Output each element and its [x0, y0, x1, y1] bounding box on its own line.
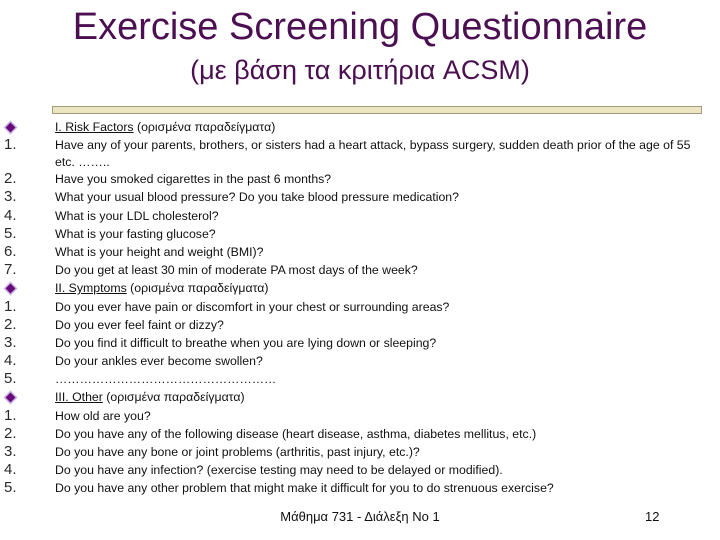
item-number: 3. [4, 188, 17, 206]
item-number: 5. [4, 479, 17, 497]
item-number: 7. [4, 261, 17, 279]
section-header-symptoms [0, 279, 720, 297]
item-text: Do you ever have pain or discomfort in your chest or surrounding areas? [55, 299, 450, 314]
item-text: Do you have any infection? (exercise testing may need to be delayed or modified). [55, 463, 503, 478]
item-number: 2. [4, 170, 17, 188]
diamond-bullet-icon [4, 118, 44, 136]
section-heading: II. Symptoms [55, 281, 127, 296]
list-item [0, 334, 720, 352]
item-number: 4. [4, 461, 17, 479]
slide-title: Exercise Screening Questionnaire [72, 6, 648, 48]
item-text: Have any of your parents, brothers, or sisters had a heart attack, bypass surgery, sudden death prior of the age of 55 etc. …….. [55, 138, 691, 169]
list-item [0, 170, 720, 188]
item-text: Do you ever feel faint or dizzy? [55, 317, 224, 332]
item-text: Do you get at least 30 min of moderate PA most days of the week? [55, 263, 418, 278]
list-item [0, 225, 720, 243]
item-number: 1. [4, 406, 17, 424]
section-header-other [0, 388, 720, 406]
item-number: 3. [4, 333, 17, 351]
item-number: 2. [4, 424, 17, 442]
list-item [0, 298, 720, 316]
item-number: 6. [4, 242, 17, 260]
list-item [0, 188, 720, 206]
item-text: How old are you? [55, 408, 151, 423]
item-text: What is your fasting glucose? [55, 226, 216, 241]
title-divider [52, 106, 702, 114]
section-heading-note: (ορισμένα παραδείγματα) [133, 120, 276, 134]
section-header-risk-factors [0, 118, 720, 136]
section-heading-note: (ορισμένα παραδείγματα) [102, 390, 245, 405]
item-text: Do you have any bone or joint problems (arthritis, past injury, etc.)? [55, 445, 420, 459]
list-item [0, 136, 720, 170]
item-text: What is your height and weight (BMI)? [55, 244, 264, 259]
list-item [0, 370, 720, 388]
list-item [0, 425, 720, 443]
list-item [0, 479, 720, 497]
diamond-bullet-icon [4, 279, 44, 297]
item-text: Do you have any of the following disease (heart disease, asthma, diabetes mellitus, etc.) [55, 426, 537, 441]
questionnaire-list [0, 118, 720, 498]
item-text: ……………………………………………… [55, 372, 277, 387]
item-text: Do you have any other problem that might make it difficult for you to do strenuous exercise? [55, 481, 554, 496]
item-number: 4. [4, 206, 17, 224]
diamond-bullet-icon [4, 388, 44, 406]
slide-footer [0, 508, 720, 528]
item-number: 5. [4, 370, 17, 388]
list-item [0, 261, 720, 279]
item-number: 3. [4, 443, 17, 460]
item-text: Do your ankles ever become swollen? [55, 354, 263, 369]
section-heading-note: (ορισμένα παραδείγματα) [126, 281, 269, 296]
item-text: What is your LDL cholesterol? [55, 208, 219, 223]
section-heading: I. Risk Factors [55, 120, 134, 134]
list-item [0, 443, 720, 461]
item-text: Have you smoked cigarettes in the past 6 months? [55, 172, 332, 187]
item-number: 1. [4, 297, 17, 315]
item-number: 5. [4, 224, 17, 242]
item-number: 4. [4, 352, 17, 370]
list-item [0, 316, 720, 334]
list-item [0, 352, 720, 370]
item-text: What your usual blood pressure? Do you take blood pressure medication? [55, 190, 459, 205]
item-number: 2. [4, 315, 17, 333]
list-item [0, 207, 720, 225]
item-number: 1. [4, 136, 17, 154]
list-item [0, 243, 720, 261]
page-number: 12 [645, 509, 660, 524]
item-text: Do you find it difficult to breathe when you are lying down or sleeping? [55, 335, 437, 350]
footer-course-label: Μάθημα 731 - Διάλεξη Νο 1 [280, 509, 440, 524]
section-heading: III. Other [55, 390, 103, 405]
list-item [0, 461, 720, 479]
list-item [0, 407, 720, 425]
slide-subtitle: (με βάση τα κριτήρια ACSM) [190, 55, 530, 85]
